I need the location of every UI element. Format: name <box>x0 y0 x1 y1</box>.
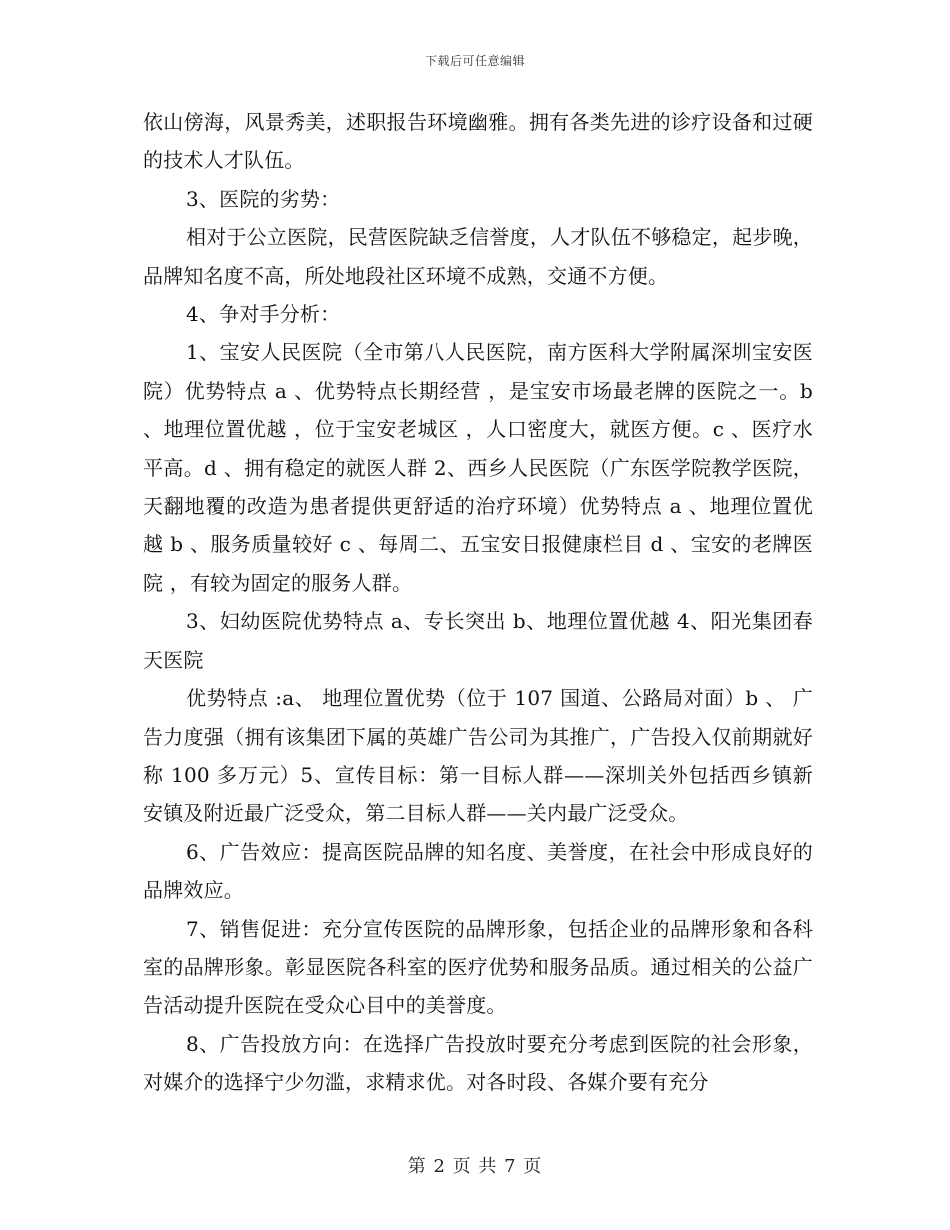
paragraph: 7、销售促进：充分宣传医院的品牌形象，包括企业的品牌形象和各科室的品牌形象。彰显医院各科室的医疗优势和服务品质。通过相关的公益广告活动提升医院在受众心目中的美誉度。 <box>143 916 813 1018</box>
paragraph: 依山傍海，风景秀美，述职报告环境幽雅。拥有各类先进的诊疗设备和过硬的技术人才队伍。 <box>143 110 813 173</box>
paragraph: 3、医院的劣势： <box>186 186 341 211</box>
paragraph: 8、广告投放方向：在选择广告投放时要充分考虑到医院的社会形象，对媒介的选择宁少勿滥，求精求优。对各时段、各媒介要有充分 <box>143 1031 813 1095</box>
paragraph: 优势特点 :a、 地理位置优势（位于 107 国道、公路局对面）b 、 广告力度强（拥有该集团下属的英雄广告公司为其推广，广告投入仅前期就好称 100 多万元）5、宣传目标：第一目标人群——深圳关外包括西乡镇新安镇及附近最广泛受众，第二目标人群——关内最广泛受众。 <box>143 686 813 826</box>
paragraph: 相对于公立医院，民营医院缺乏信誉度，人才队伍不够稳定，起步晚，品牌知名度不高，所处地段社区环境不成熟，交通不方便。 <box>143 225 813 288</box>
page-header: 下载后可任意编辑 <box>424 54 525 68</box>
paragraph: 6、广告效应：提高医院品牌的知名度、美誉度，在社会中形成良好的品牌效应。 <box>143 839 813 903</box>
document-body <box>143 103 813 1102</box>
paragraph: 4、争对手分析： <box>186 302 341 327</box>
page-number: 第 2 页 共 7 页 <box>407 1156 543 1177</box>
paragraph: 1、宝安人民医院（全市第八人民医院，南方医科大学附属深圳宝安医院）优势特点 a 、优势特点长期经营 ，是宝安市场最老牌的医院之一。b 、地理位置优越 ，位于宝安老城区 ，人口密度大，就医方便。c 、医疗水平高。d 、拥有稳定的就医人群 2、西乡人民医院（广东医学院教学医院，天翻地覆的改造为患者提供更舒适的治疗环境）优势特点 a 、地理位置优越 b 、服务质量较好 c 、每周二、五宝安日报健康栏目 d 、宝安的老牌医院 ，有较为固定的服务人群。 <box>143 340 813 595</box>
paragraph: 3、妇幼医院优势特点 a、专长突出 b、地理位置优越 4、阳光集团春天医院 <box>143 609 813 672</box>
